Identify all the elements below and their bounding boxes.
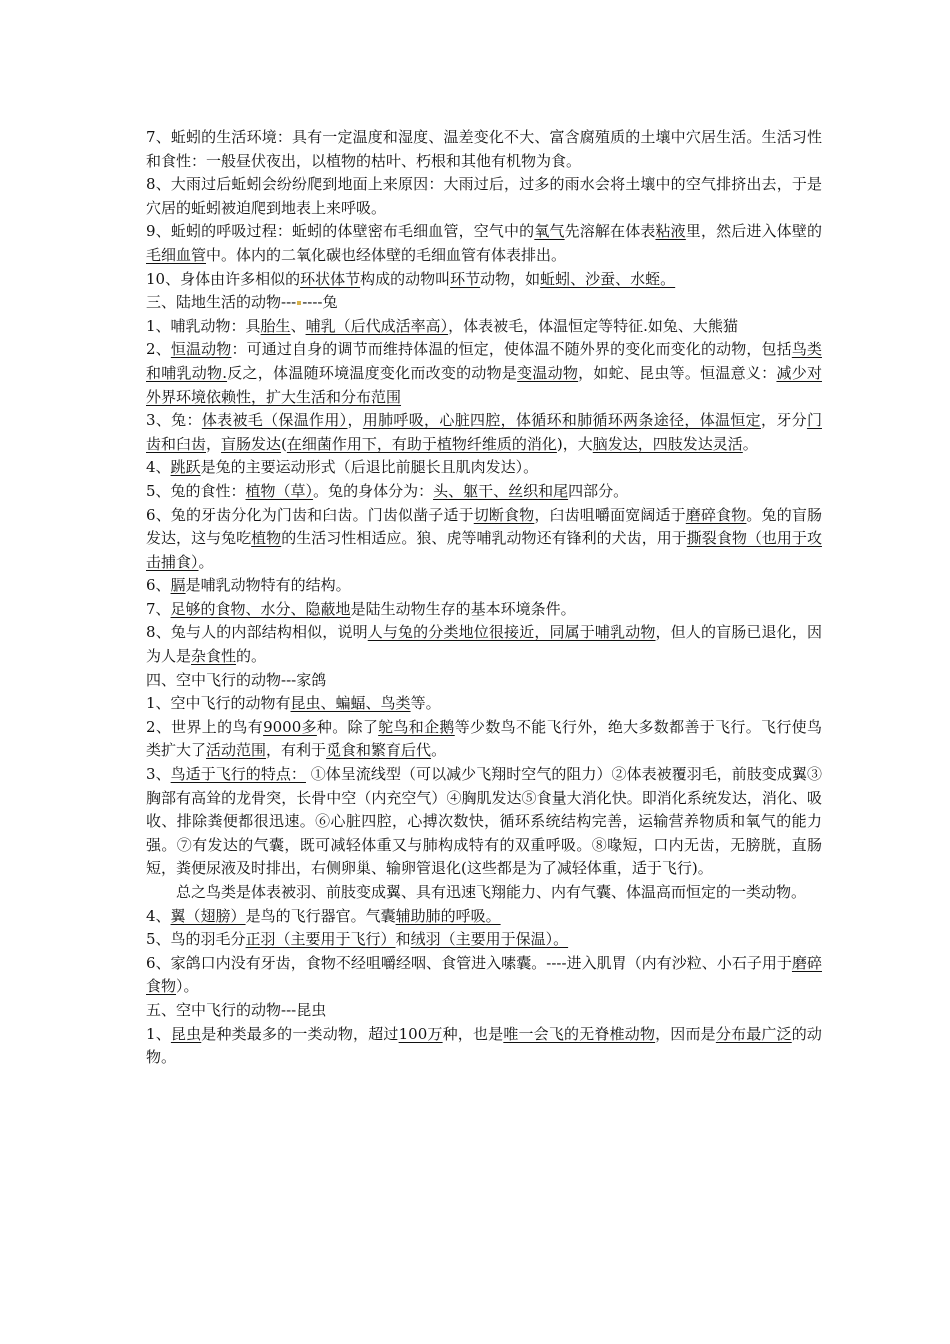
underlined-text: 植物（草） (245, 481, 314, 500)
underlined-text: 撕裂食物（也用于攻击捕食） (146, 529, 822, 571)
underlined-text: 在细菌作用下，有助于植物纤维质的消化 (286, 434, 557, 453)
underlined-text: 体表被毛（保温作用） (201, 411, 348, 430)
text-segment: 是哺乳动物特有的结构。 (185, 576, 351, 595)
text-segment: 2、 (146, 340, 171, 359)
underlined-text: 恒温动物 (170, 340, 232, 359)
text-segment: 9、蚯蚓的呼吸过程：蚯蚓的体壁密布毛细血管，空气中的 (146, 222, 535, 241)
underlined-text: 绒羽（主要用于保温）。 (410, 930, 569, 949)
underlined-text: 昆虫 (170, 1024, 202, 1043)
text-segment: 四、空中飞行的动物---家鸽 (146, 670, 327, 689)
text-segment: 的动物。 (146, 1024, 822, 1067)
underlined-text: 门齿和臼齿 (146, 411, 822, 453)
paragraph (146, 291, 822, 315)
text-segment: 反之，体温随环境温度变化而改变的动物是 (227, 363, 518, 382)
underlined-text: 胎生 (260, 316, 291, 335)
text-segment: 。兔的身体分为： (313, 481, 434, 500)
underlined-text: 杂食性 (191, 647, 237, 666)
text-segment: 等。 (410, 694, 441, 713)
text-segment: 1、哺乳动物：具 (146, 316, 261, 335)
paragraph (146, 173, 822, 220)
paragraph (146, 338, 822, 409)
underlined-text: 足够的食物、水分、隐蔽地 (170, 599, 351, 618)
underlined-text: 膈 (170, 576, 186, 595)
text-segment: 的。 (236, 647, 267, 666)
text-segment: 先溶解在体表 (564, 222, 656, 241)
text-segment: 8、大雨过后蚯蚓会纷纷爬到地面上来原因：大雨过后，过多的雨水会将土壤中的空气排挤出去，于是穴居的蚯蚓被迫爬到地表上来呼吸。 (146, 175, 822, 217)
paragraph (146, 716, 822, 763)
paragraph (146, 1023, 822, 1070)
underlined-text: 鸵鸟和企鹅 (378, 717, 455, 736)
text-segment: 1、空中飞行的动物有 (146, 694, 291, 713)
text-segment: 。 (431, 741, 447, 760)
text-segment: ，如蛇、昆虫等。恒温意义： (578, 363, 777, 382)
paragraph (146, 999, 822, 1023)
paragraph (146, 574, 822, 598)
underlined-text: 磨碎食物 (146, 953, 822, 996)
text-segment: 五、空中飞行的动物---昆虫 (146, 1000, 327, 1019)
paragraph (146, 692, 822, 716)
text-segment: 里，然后进入体壁的 (685, 222, 822, 241)
underlined-text: 脑发达，四肢发达灵活 (592, 434, 743, 453)
paragraph (146, 409, 822, 456)
text-segment: 10、身体由许多相似的 (146, 269, 301, 288)
text-segment: ，体表被毛，体温恒定等特征.如兔、大熊猫 (448, 316, 738, 335)
underlined-text: 环节 (450, 269, 481, 288)
underlined-text: 辅助肺的呼吸。 (395, 906, 501, 925)
underlined-text: 9000多 (263, 717, 317, 736)
underlined-text: 磨碎食物 (685, 505, 747, 524)
underlined-text: 减少对外界环境依赖性，扩大生活和分布范围 (146, 363, 822, 406)
text-segment: 动物，如 (480, 269, 541, 288)
underlined-text: 氧气 (534, 222, 565, 241)
underlined-text: 切断食物 (473, 505, 535, 524)
paragraph (146, 952, 822, 999)
underlined-text: 活动范围 (206, 741, 267, 760)
underlined-text: 正羽（主要用于飞行） (245, 930, 396, 949)
underlined-text: 觅食和繁育后代 (326, 741, 432, 760)
text-segment: 是陆生动物生存的基本环境条件。 (350, 599, 576, 618)
text-segment: 总之鸟类是体表被羽、前肢变成翼、具有迅速飞翔能力、内有气囊、体温高而恒定的一类动物。 (176, 883, 807, 901)
text-segment: 6、家鸽口内没有牙齿，食物不经咀嚼经咽、食管进入嗉囊。----进入肌胃（内有沙粒、小石子用于 (146, 953, 792, 972)
paragraph (146, 126, 822, 173)
text-segment: 是兔的主要运动形式（后退比前腿长且肌肉发达）。 (200, 458, 539, 477)
paragraph (146, 928, 822, 952)
text-segment: ）。 (176, 977, 199, 996)
text-segment: 等少数鸟不能飞行外，绝大多数都善于飞行。飞行使鸟类扩大了 (146, 717, 822, 760)
underlined-text: 毛细血管 (146, 245, 207, 264)
text-segment: ，但人的盲肠已退化，因为人是 (146, 623, 822, 666)
text-segment: 。 (198, 552, 214, 571)
underlined-text: 分布最广泛 (715, 1024, 792, 1043)
text-segment: ----兔 (302, 293, 338, 312)
text-segment: 。 (742, 434, 758, 453)
text-segment: 3、兔： (146, 411, 202, 430)
text-segment: 四部分。 (568, 481, 629, 500)
text-segment: 8、兔与人的内部结构相似，说明 (146, 623, 368, 642)
underlined-text: 环状体节 (300, 269, 361, 288)
underlined-text: 变温动物 (517, 363, 579, 382)
underlined-text: 鸟类和哺乳动物. (146, 340, 822, 382)
paragraph (146, 456, 822, 480)
paragraph (146, 763, 822, 881)
paragraph (146, 881, 822, 905)
text-segment: ( (281, 434, 287, 453)
text-segment: ，有利于 (266, 741, 327, 760)
underlined-text: 哺乳（后代成活率高） (305, 316, 449, 335)
paragraph (146, 220, 822, 267)
text-segment: 和 (395, 930, 411, 949)
paragraph (146, 504, 822, 575)
underlined-text: 昆虫、蝙蝠、鸟类 (290, 694, 411, 713)
underlined-text: 植物 (251, 529, 282, 548)
text-segment: 5、鸟的羽毛分 (146, 930, 246, 949)
text-segment: ，牙分 (761, 411, 807, 430)
underlined-text: 翼（翅膀） (170, 906, 246, 925)
paragraph (146, 621, 822, 668)
text-segment: 三、陆地生活的动物--- (146, 293, 297, 312)
paragraph (146, 598, 822, 622)
text-segment: 的生活习性相适应。狼、虎等哺乳动物还有锋利的犬齿，用于 (281, 529, 687, 548)
document-body (146, 126, 822, 1070)
paragraph (146, 315, 822, 339)
text-segment: 种。除了 (316, 717, 379, 736)
text-segment: ：可通过自身的调节而维持体温的恒定，使体温不随外界的变化而变化的动物，包括 (231, 340, 792, 359)
text-segment: ，臼齿咀嚼面宽阔适于 (534, 505, 686, 524)
underlined-text: 头、躯干、丝织和尾 (433, 481, 569, 500)
text-segment: 种，也是 (442, 1024, 504, 1043)
text-segment: 6、 (146, 576, 171, 595)
underlined-text: 粘液 (655, 222, 686, 241)
underlined-text: 蚯蚓、沙蚕、水蛭。 (540, 269, 676, 288)
text-segment: ①体呈流线型（可以减少飞翔时空气的阻力）②体表被覆羽毛，前肢变成翼③胸部有高耸的龙骨突，长骨中空（内充空气）④胸肌发达⑤食量大消化快。即消化系统发达，消化、吸收、排除粪便都很迅速。⑥心脏四腔，心搏次数快，循环系统结构完善，运输营养物质和氧气的能力强。⑦有发达的气囊，既可减轻体重又与肺构成特有的双重呼吸。⑧喙短，口内无齿，无膀胱，直肠短，粪便尿液及时排出，右侧卵巢、输卵管退化(这些都是为了减轻体重，适于飞行)。 (146, 765, 822, 878)
underlined-text: 鸟适于飞行的特点： (170, 765, 306, 784)
text-segment: 。兔的盲肠发达，这与兔吃 (146, 505, 822, 548)
text-segment: 、 (290, 316, 306, 335)
text-segment: 7、蚯蚓的生活环境：具有一定温度和湿度、温差变化不大、富含腐殖质的土壤中穴居生活。生活习性和食性：一般昼伏夜出，以植物的枯叶、朽根和其他有机物为食。 (146, 128, 822, 170)
underlined-text: 100万 (398, 1024, 443, 1043)
text-segment: ， (206, 434, 222, 453)
text-segment: 构成的动物叫 (360, 269, 451, 288)
text-segment: 7、 (146, 599, 171, 618)
text-segment: ， (347, 411, 363, 430)
text-segment: 2、世界上的鸟有 (146, 717, 264, 736)
underlined-text: 跳跃 (170, 458, 201, 477)
paragraph (146, 905, 822, 929)
underlined-text: 盲肠发达 (221, 434, 282, 453)
text-segment: 4、 (146, 906, 171, 925)
text-segment: 是鸟的飞行器官。气囊 (245, 906, 396, 925)
underlined-text: 用肺呼吸，心脏四腔，体循环和肺循环两条途径，体温恒定 (362, 411, 761, 430)
text-segment: 6、兔的牙齿分化为门齿和臼齿。门齿似凿子适于 (146, 505, 474, 524)
text-segment: 5、兔的食性： (146, 481, 246, 500)
text-segment: 是种类最多的一类动物，超过 (201, 1024, 399, 1043)
text-segment: ，因而是 (655, 1024, 716, 1043)
text-segment: 3、 (146, 765, 171, 784)
paragraph (146, 669, 822, 693)
paragraph (146, 268, 822, 292)
text-segment: 4、 (146, 458, 171, 477)
underlined-text: 唯一会飞的无脊椎动物 (503, 1024, 656, 1043)
underlined-text: 人与兔的分类地位很接近，同属于哺乳动物 (367, 623, 656, 642)
text-segment: 中。体内的二氧化碳也经体壁的毛细血管有体表排出。 (206, 245, 567, 264)
paragraph (146, 480, 822, 504)
text-segment: )，大 (556, 434, 593, 453)
marker-dot (297, 301, 301, 305)
text-segment: 1、 (146, 1024, 171, 1043)
